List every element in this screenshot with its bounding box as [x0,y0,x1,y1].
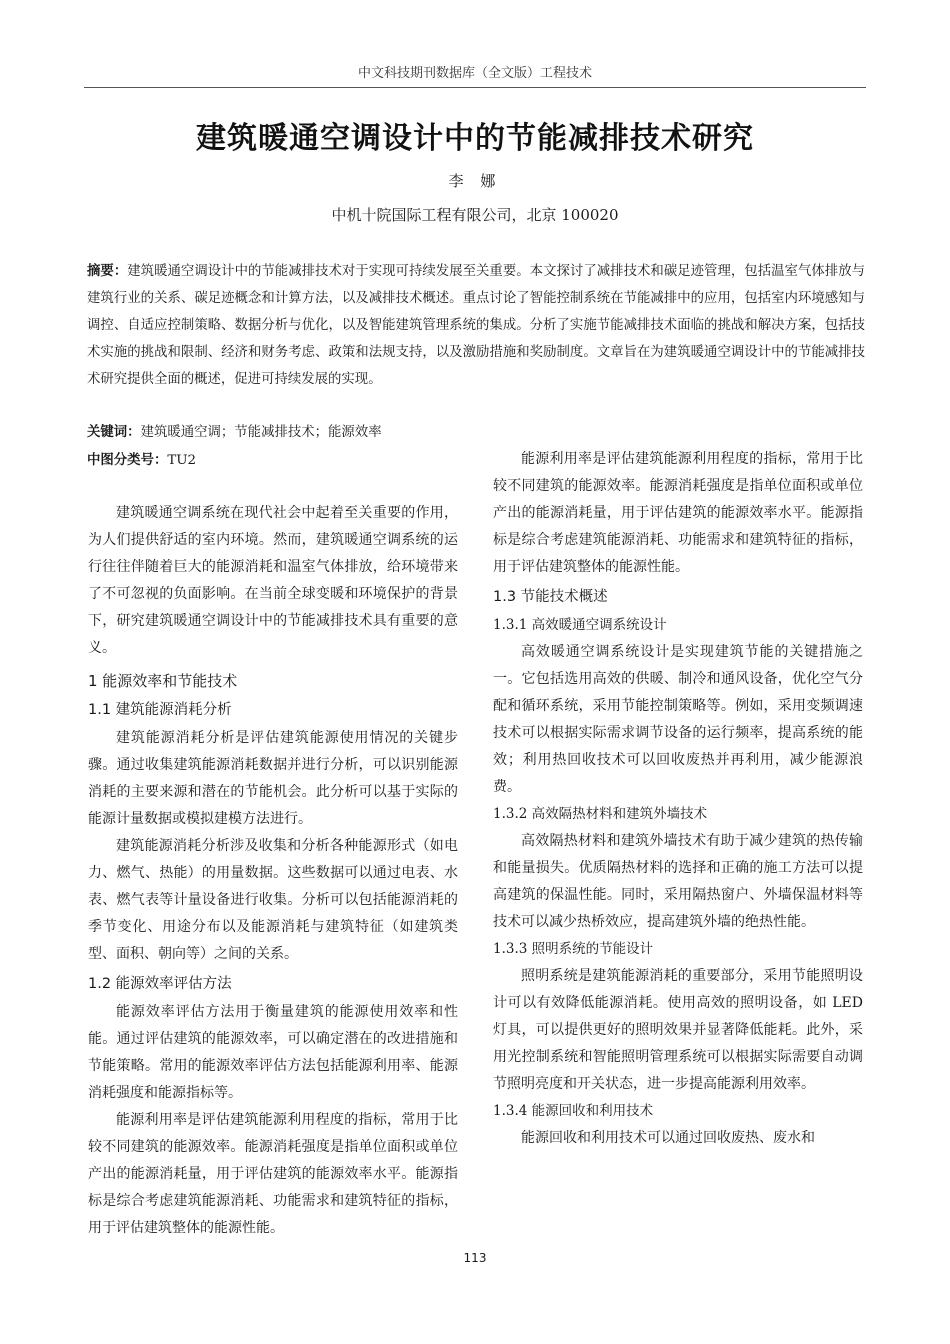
subsubsection-heading: 1.3.2 高效隔热材料和建筑外墙技术 [493,806,708,822]
body-paragraph: 建筑能源消耗分析是评估建筑能源使用情况的关键步骤。通过收集建筑能源消耗数据并进行分析，可以识别能源消耗的主要来源和潜在的节能机会。此分析可以基于实际的能源计量数据或模拟建模方法进行。 [88,730,458,827]
body-paragraph: 能源回收和利用技术可以通过回收废热、废水和 [521,1130,815,1146]
abstract [87,258,865,393]
body-paragraph-continued: 能源利用率是评估建筑能源利用程度的指标，常用于比较不同建筑的能源效率。能源消耗强度是指单位面积或单位产出的能源消耗量，用于评估建筑的能源效率水平。能源指标是综合考虑建筑能源消耗、功能需求和建筑特征的指标，用于评估建筑整体的能源性能。 [493,451,863,575]
body-paragraph: 能源利用率是评估建筑能源利用程度的指标，常用于比较不同建筑的能源效率。能源消耗强度是指单位面积或单位产出的能源消耗量，用于评估建筑的能源效率水平。能源指标是综合考虑建筑能源消耗、功能需求和建筑特征的指标，用于评估建筑整体的能源性能。 [88,1112,458,1236]
body-paragraph: 能源效率评估方法用于衡量建筑的能源使用效率和性能。通过评估建筑的能源效率，可以确定潜在的改进措施和节能策略。常用的能源效率评估方法包括能源利用率、能源消耗强度和能源指标等。 [88,1004,458,1101]
subsection-heading: 1.1 建筑能源消耗分析 [88,702,232,718]
author-affiliation: 中机十院国际工程有限公司，北京 100020 [331,206,619,224]
article-title: 建筑暖通空调设计中的节能减排技术研究 [196,121,754,156]
classification-code: TU2 [167,453,197,468]
continued-paragraph [493,451,863,581]
subsection-heading: 1.3 节能技术概述 [493,589,608,605]
body-paragraph: 高效隔热材料和建筑外墙技术有助于减少建筑的热传输和能量损失。优质隔热材料的选择和正确的施工方法可以提高建筑的保温性能。同时，采用隔热窗户、外墙保温材料等技术可以减少热桥效应，提高建筑外墙的绝热性能。 [493,833,863,930]
subsubsection-heading: 1.3.1 高效暖通空调系统设计 [493,617,667,633]
section-heading: 1 能源效率和节能技术 [88,672,238,690]
subsubsection-heading: 1.3.4 能源回收和利用技术 [493,1103,654,1119]
body-paragraph: 照明系统是建筑能源消耗的重要部分，采用节能照明设计可以有效降低能源消耗。使用高效的照明设备，如 LED 灯具，可以提供更好的照明效果并显著降低能耗。此外，采用光控制系统和智能照明管理系统可以根据实际需要自动调节照明亮度和开关状态，进一步提高能源利用效率。 [493,968,863,1092]
journal-header: 中文科技期刊数据库（全文版）工程技术 [357,66,592,81]
left-column [88,500,458,1236]
keywords-text: 建筑暖通空调；节能减排技术；能源效率 [140,425,382,440]
page-number: 113 [463,1251,487,1265]
abstract-label: 摘要： [87,264,128,279]
body-paragraph: 建筑能源消耗分析涉及收集和分析各种能源形式（如电力、燃气、热能）的用量数据。这些数据可以通过电表、水表、燃气表等计量设备进行收集。分析可以包括能源消耗的季节变化、用途分布以及能源消耗与建筑特征（如建筑类型、面积、朝向等）之间的关系。 [88,838,458,962]
right-column [493,451,863,1152]
keywords-label: 关键词： [87,425,141,440]
keywords [87,421,865,440]
intro-paragraph: 建筑暖通空调系统在现代社会中起着至关重要的作用，为人们提供舒适的室内环境。然而，建筑暖通空调系统的运行往往伴随着巨大的能源消耗和温室气体排放，给环境带来了不可忽视的负面影响。在当前全球变暖和环境保护的背景下，研究建筑暖通空调设计中的节能减排技术具有重要的意义。 [88,505,458,656]
abstract-text: 建筑暖通空调设计中的节能减排技术对于实现可持续发展至关重要。本文探讨了减排技术和碳足迹管理，包括温室气体排放与建筑行业的关系、碳足迹概念和计算方法，以及减排技术概述。重点讨论了智能控制系统在节能减排中的应用，包括室内环境感知与调控、自适应控制策略、数据分析与优化，以及智能建筑管理系统的集成。分析了实施节能减排技术面临的挑战和解决方案，包括技术实施的挑战和限制、经济和财务考虑、政策和法规支持，以及激励措施和奖励制度。文章旨在为建筑暖通空调设计中的节能减排技术研究提供全面的概述，促进可持续发展的实现。 [87,264,866,387]
header-divider [84,87,866,88]
classification-label: 中图分类号： [87,453,168,468]
author-name: 李 娜 [448,172,502,190]
body-paragraph: 高效暖通空调系统设计是实现建筑节能的关键措施之一。它包括选用高效的供暖、制冷和通风设备，优化空气分配和循环系统，采用节能控制策略等。例如，采用变频调速技术可以根据实际需求调节设备的运行频率，提高系统的能效；利用热回收技术可以回收废热并再利用，减少能源浪费。 [493,644,863,795]
subsection-heading: 1.2 能源效率评估方法 [88,976,232,992]
subsubsection-heading: 1.3.3 照明系统的节能设计 [493,941,654,957]
